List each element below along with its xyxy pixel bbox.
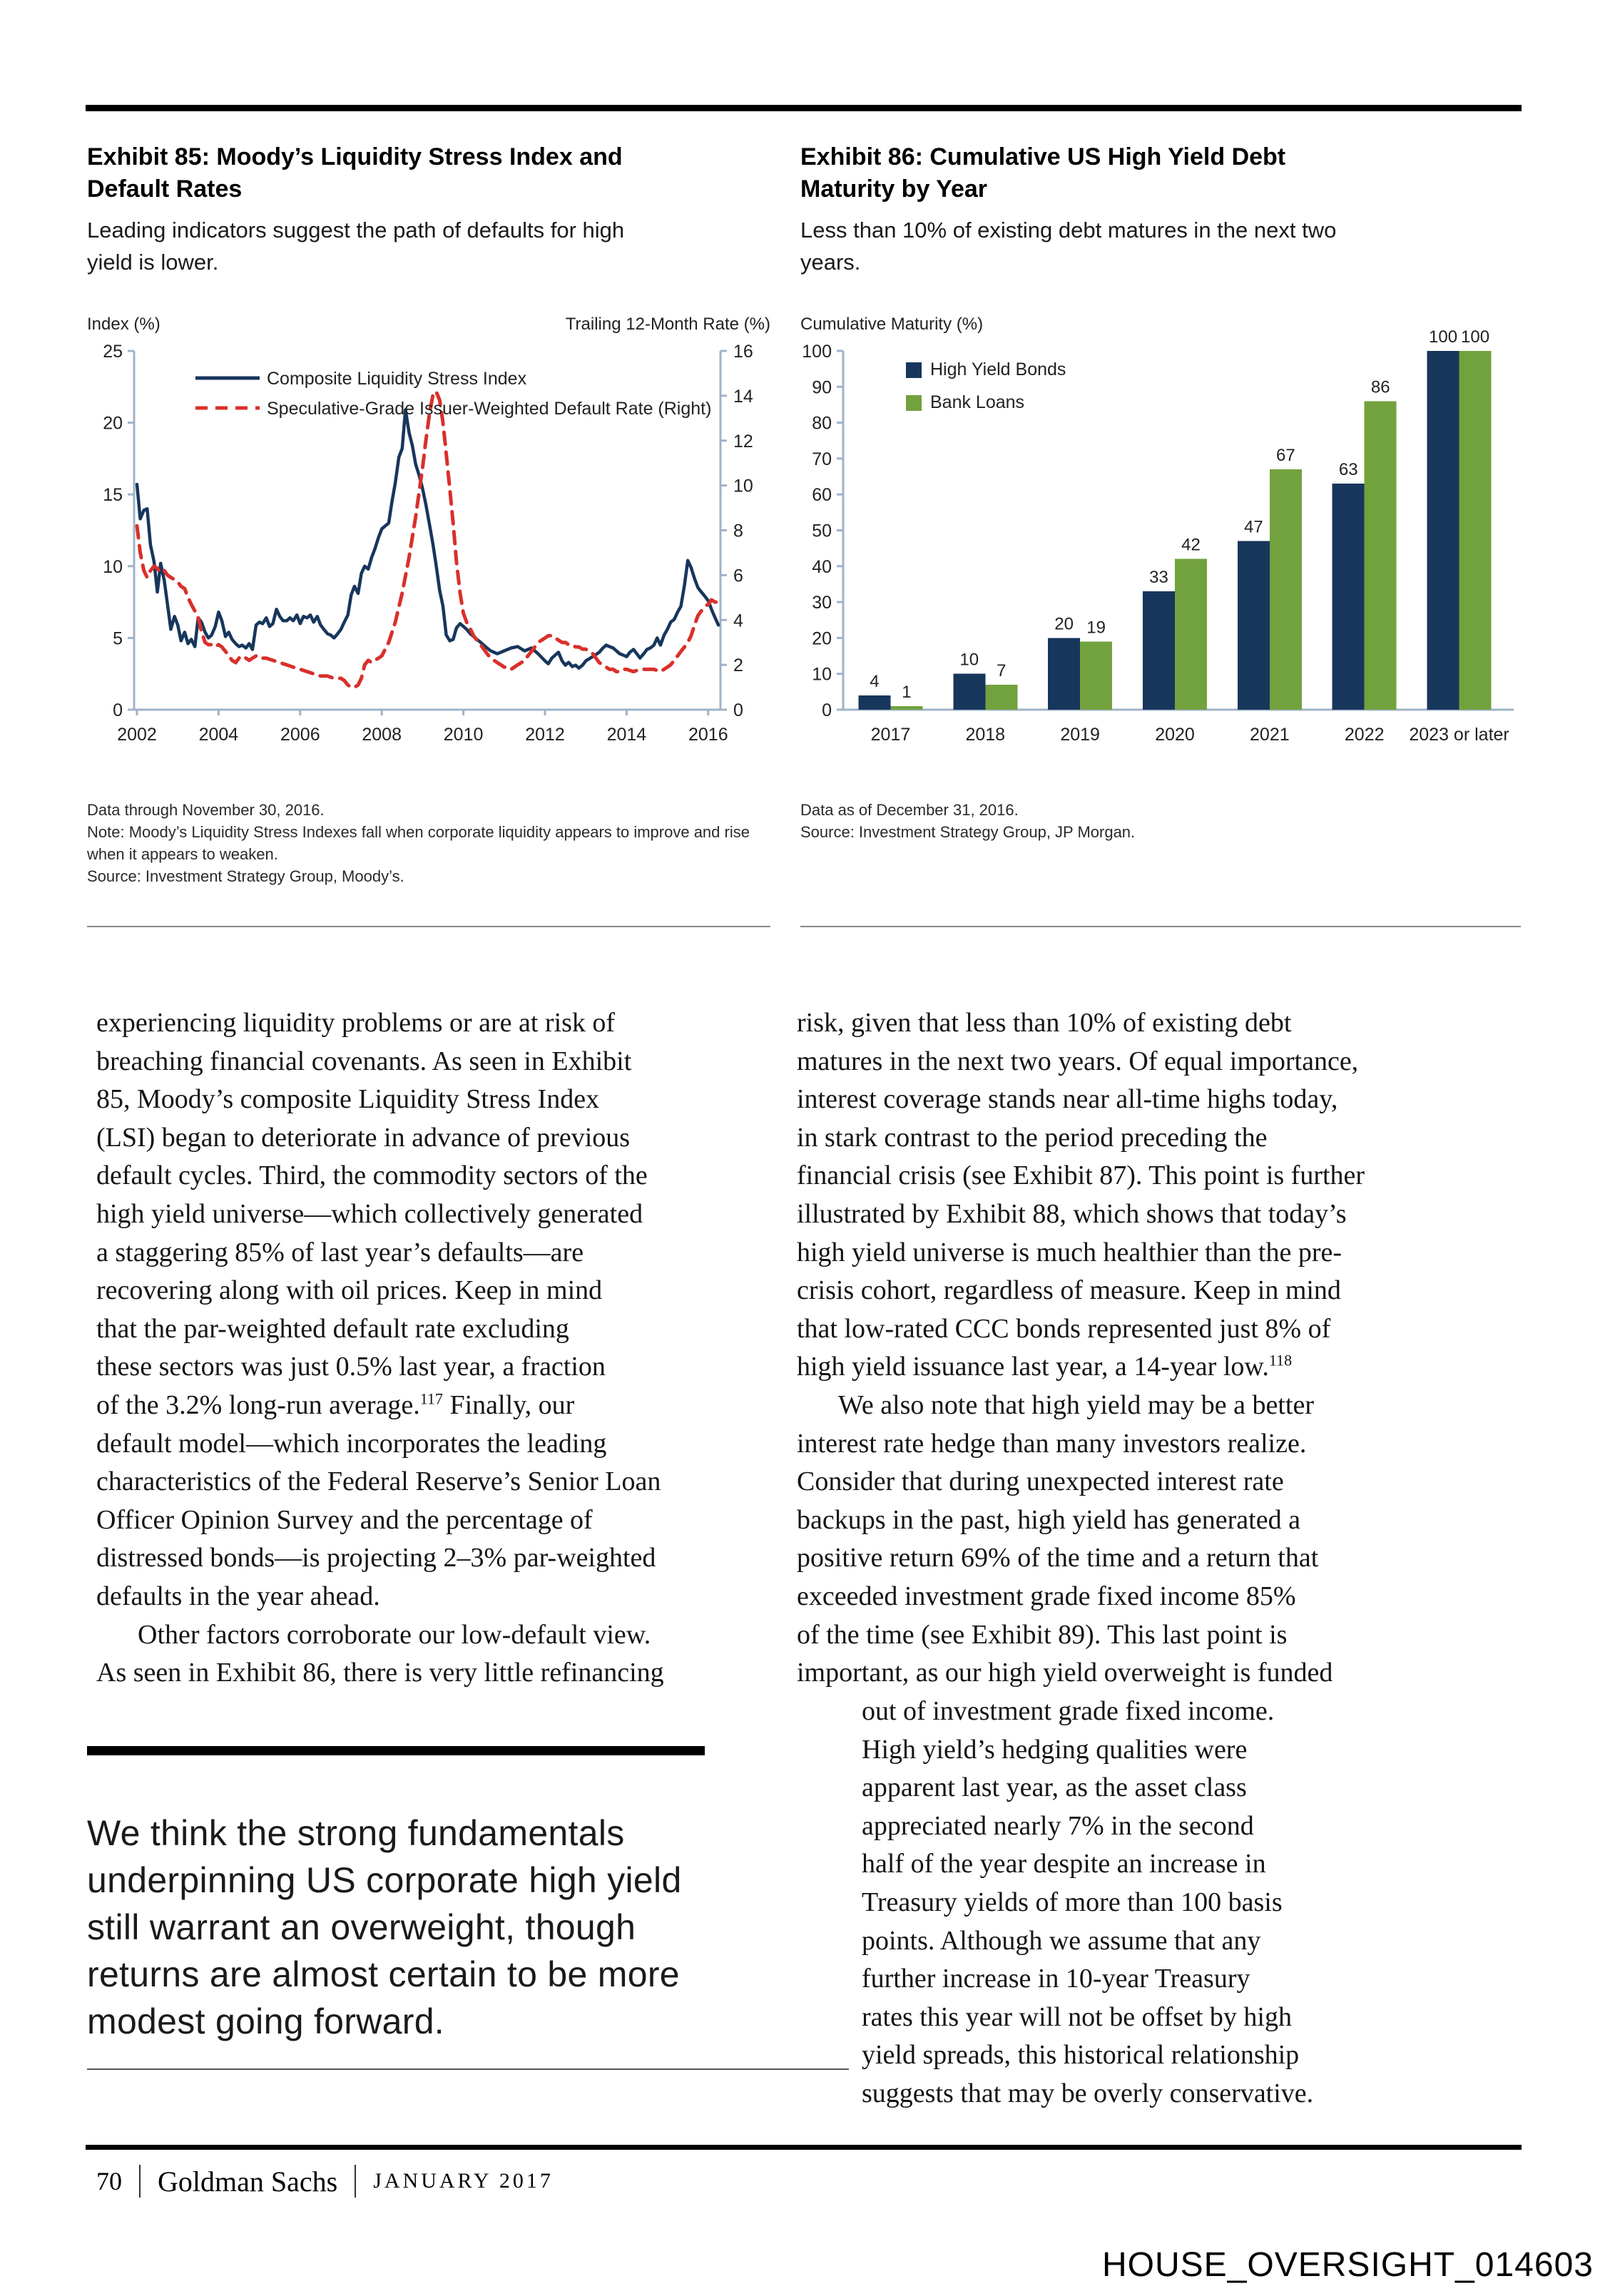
bar-value-label: 63	[1338, 460, 1358, 480]
exhibit-86-title: Exhibit 86: Cumulative US High Yield Debt Maturity by Year	[800, 143, 1286, 203]
text-line: We think the strong fundamentals	[87, 1813, 625, 1853]
text-line: Note: Moody’s Liquidity Stress Indexes fall when corporate liquidity appears to improve and rise	[87, 823, 750, 841]
exhibit-86-subtitle: Less than 10% of existing debt matures in the next two years.	[800, 218, 1337, 275]
text-line: important, as our high yield overweight is funded	[797, 1658, 1333, 1688]
svg-text:2010: 2010	[443, 725, 484, 745]
exhibit-86-divider	[800, 926, 1521, 927]
text-line: defaults in the year ahead.	[96, 1581, 380, 1611]
svg-text:80: 80	[812, 413, 832, 434]
bar-value-label: 1	[902, 682, 912, 702]
bar-value-label: 10	[959, 650, 979, 670]
text-line: recovering along with oil prices. Keep in mind	[96, 1275, 603, 1306]
svg-text:40: 40	[812, 556, 832, 577]
svg-text:100: 100	[802, 342, 832, 362]
pull-quote-bar	[87, 1746, 705, 1755]
text-line: high yield universe is much healthier than the pre-	[797, 1237, 1342, 1267]
text-line: appreciated nearly 7% in the second	[862, 1810, 1254, 1841]
text-line: As seen in Exhibit 86, there is very little refinancing	[96, 1658, 664, 1688]
exhibit-85-title: Exhibit 85: Moody’s Liquidity Stress Index and Default Rates	[87, 143, 623, 203]
footer-rule	[86, 2145, 1522, 2150]
y-axis-label: Cumulative Maturity (%)	[800, 315, 984, 334]
text-line: that the par-weighted default rate excluding	[96, 1313, 569, 1344]
body-left-column	[96, 1004, 810, 1693]
text-line: interest coverage stands near all-time highs today,	[797, 1084, 1338, 1115]
bar-value-label: 33	[1149, 568, 1168, 588]
body-right-column-wrapped	[862, 1693, 1532, 2113]
svg-text:70: 70	[812, 449, 832, 469]
text-line: these sectors was just 0.5% last year, a fraction	[96, 1352, 606, 1382]
svg-text:14: 14	[733, 386, 753, 407]
svg-text:10: 10	[733, 476, 753, 496]
pull-quote-divider	[87, 2068, 849, 2070]
svg-text:2: 2	[733, 655, 743, 676]
bank-loan-bar	[1365, 401, 1397, 710]
text-line: exceeded investment grade fixed income 85%	[797, 1581, 1296, 1611]
bar-value-label: 86	[1370, 377, 1390, 397]
svg-text:5: 5	[113, 628, 123, 649]
text-line: apparent last year, as the asset class	[862, 1772, 1247, 1803]
text-line: default model—which incorporates the leading	[96, 1428, 607, 1459]
text-line: Other factors corroborate our low-default view.	[138, 1619, 651, 1650]
text-line: experiencing liquidity problems or are at risk of	[96, 1008, 616, 1038]
footer-issue-date: JANUARY 2017	[373, 2169, 554, 2193]
text-line: still warrant an overweight, though	[87, 1907, 636, 1947]
svg-text:0: 0	[113, 700, 123, 720]
text-line: We also note that high yield may be a better	[838, 1389, 1315, 1420]
text-line: 85, Moody’s composite Liquidity Stress Index	[96, 1084, 600, 1115]
watermark: HOUSE_OVERSIGHT_014603	[1102, 2246, 1594, 2284]
exhibit-85-notes	[87, 799, 786, 887]
hy-bond-bar	[1048, 638, 1080, 710]
text-line: characteristics of the Federal Reserve’s Senior Loan	[96, 1466, 661, 1497]
bar-value-label: 100	[1461, 327, 1490, 347]
svg-text:2004: 2004	[198, 725, 239, 745]
text-line: Officer Opinion Survey and the percentage of	[96, 1504, 593, 1535]
svg-text:0: 0	[733, 700, 743, 720]
bar-value-label: 42	[1181, 535, 1201, 555]
legend-label: Speculative-Grade Issuer-Weighted Default Rate (Right)	[267, 399, 712, 419]
svg-text:16: 16	[733, 342, 753, 362]
text-line: financial crisis (see Exhibit 87). This point is further	[797, 1160, 1365, 1191]
svg-text:2016: 2016	[688, 725, 728, 745]
legend-label: Composite Liquidity Stress Index	[267, 369, 527, 389]
svg-text:10: 10	[103, 556, 123, 577]
text-line: (LSI) began to deteriorate in advance of previous	[96, 1122, 631, 1153]
text-line: rates this year will not be offset by high	[862, 2001, 1292, 2032]
svg-text:30: 30	[812, 593, 832, 613]
bank-loan-bar	[1080, 641, 1112, 710]
x-tick-label: 2018	[965, 725, 1006, 745]
text-line: backups in the past, high yield has generated a	[797, 1504, 1300, 1535]
bar-value-label: 20	[1054, 614, 1074, 634]
legend-label: High Yield Bonds	[930, 359, 1066, 379]
legend-swatch-navy	[906, 362, 922, 378]
bank-loan-bar	[1459, 351, 1492, 710]
text-line: further increase in 10-year Treasury	[862, 1964, 1250, 1994]
hy-bond-bar	[1143, 591, 1175, 710]
svg-text:60: 60	[812, 485, 832, 506]
text-line: points. Although we assume that any	[862, 1925, 1261, 1956]
body-right-column	[797, 1004, 1532, 1693]
text-line: a staggering 85% of last year’s defaults—are	[96, 1237, 584, 1267]
text-line: of the 3.2% long-run average.$^{117}$ Finally, our	[96, 1389, 575, 1420]
text-line: Treasury yields of more than 100 basis	[862, 1887, 1283, 1917]
exhibit-86-chart	[800, 307, 1521, 752]
text-line: breaching financial covenants. As seen in Exhibit	[96, 1046, 632, 1076]
x-tick-label: 2023 or later	[1409, 725, 1509, 745]
svg-text:2012: 2012	[525, 725, 565, 745]
footer-separator	[355, 2165, 356, 2198]
bar-value-label: 7	[997, 660, 1007, 680]
default-rate-line	[137, 392, 718, 688]
pull-quote	[87, 1810, 872, 2045]
text-line: of the time (see Exhibit 89). This last point is	[797, 1619, 1288, 1650]
svg-text:25: 25	[103, 342, 123, 362]
footer-separator	[139, 2165, 141, 2198]
text-line: modest going forward.	[87, 2001, 445, 2041]
svg-text:2014: 2014	[606, 725, 647, 745]
hy-bond-bar	[858, 695, 890, 710]
exhibit-85-subtitle: Leading indicators suggest the path of defaults for high yield is lower.	[87, 218, 625, 275]
hy-bond-bar	[1238, 541, 1270, 710]
text-line: crisis cohort, regardless of measure. Keep in mind	[797, 1275, 1341, 1306]
bank-loan-bar	[1270, 469, 1302, 710]
exhibit-86-notes	[800, 799, 1521, 843]
right-axis-label: Trailing 12-Month Rate (%)	[565, 315, 770, 334]
text-line: when it appears to weaken.	[87, 845, 278, 863]
bank-loan-bar	[985, 685, 1017, 710]
exhibit-85-divider	[87, 926, 770, 927]
svg-text:15: 15	[103, 485, 123, 506]
bar-value-label: 19	[1086, 618, 1106, 638]
text-line: Data as of December 31, 2016.	[800, 801, 1019, 819]
svg-text:0: 0	[822, 700, 832, 720]
svg-text:12: 12	[733, 431, 753, 451]
lsi-line	[137, 410, 718, 668]
bar-value-label: 4	[870, 671, 880, 691]
svg-text:4: 4	[733, 611, 743, 631]
text-line: default cycles. Third, the commodity sectors of the	[96, 1160, 648, 1191]
x-tick-label: 2017	[870, 725, 911, 745]
hy-bond-bar	[1333, 484, 1365, 710]
text-line: positive return 69% of the time and a return that	[797, 1543, 1319, 1573]
svg-text:2006: 2006	[280, 725, 320, 745]
svg-text:6: 6	[733, 566, 743, 586]
text-line: in stark contrast to the period preceding the	[797, 1122, 1268, 1153]
text-line: high yield universe—which collectively generated	[96, 1198, 643, 1229]
bank-loan-bar	[1175, 559, 1207, 710]
bar-value-label: 67	[1276, 445, 1295, 465]
text-line: that low-rated CCC bonds represented just 8% of	[797, 1313, 1331, 1344]
footer	[96, 2161, 554, 2201]
svg-text:90: 90	[812, 377, 832, 398]
legend-swatch-green	[906, 395, 922, 411]
legend-label: Bank Loans	[930, 392, 1025, 412]
text-line: high yield issuance last year, a 14-year low.$^{118}$	[797, 1351, 1293, 1382]
footer-brand: Goldman Sachs	[158, 2165, 338, 2198]
text-line: returns are almost certain to be more	[87, 1954, 680, 1994]
text-line: Data through November 30, 2016.	[87, 801, 325, 819]
svg-text:2002: 2002	[117, 725, 157, 745]
text-line: illustrated by Exhibit 88, which shows that today’s	[797, 1198, 1347, 1229]
bar-value-label: 47	[1244, 517, 1263, 537]
svg-text:10: 10	[812, 664, 832, 685]
svg-text:50: 50	[812, 521, 832, 541]
text-line: Source: Investment Strategy Group, Moody’s.	[87, 867, 404, 885]
text-line: risk, given that less than 10% of existing debt	[797, 1008, 1292, 1038]
exhibit-85-chart	[87, 307, 772, 752]
bank-loan-bar	[890, 706, 922, 710]
text-line: High yield’s hedging qualities were	[862, 1734, 1248, 1765]
text-line: matures in the next two years. Of equal importance,	[797, 1046, 1359, 1076]
text-line: out of investment grade fixed income.	[862, 1696, 1275, 1726]
x-tick-label: 2020	[1155, 725, 1195, 745]
top-rule	[86, 105, 1522, 111]
text-line: half of the year despite an increase in	[862, 1849, 1266, 1879]
text-line: interest rate hedge than many investors realize.	[797, 1428, 1307, 1459]
text-line: Consider that during unexpected interest rate	[797, 1466, 1284, 1497]
x-tick-label: 2019	[1060, 725, 1100, 745]
text-line: yield spreads, this historical relationship	[862, 2040, 1300, 2071]
bar-value-label: 100	[1429, 327, 1458, 347]
svg-text:8: 8	[733, 521, 743, 541]
hy-bond-bar	[953, 674, 985, 710]
left-axis-label: Index (%)	[87, 315, 160, 334]
x-tick-label: 2021	[1250, 725, 1290, 745]
text-line: suggests that may be overly conservative.	[862, 2078, 1314, 2108]
text-line: Source: Investment Strategy Group, JP Morgan.	[800, 823, 1136, 841]
svg-text:20: 20	[812, 628, 832, 649]
text-line: underpinning US corporate high yield	[87, 1860, 682, 1900]
hy-bond-bar	[1427, 351, 1459, 710]
text-line: distressed bonds—is projecting 2–3% par-weighted	[96, 1543, 656, 1573]
x-tick-label: 2022	[1344, 725, 1385, 745]
svg-text:2008: 2008	[362, 725, 402, 745]
footer-page-number: 70	[96, 2167, 122, 2195]
svg-text:20: 20	[103, 413, 123, 434]
